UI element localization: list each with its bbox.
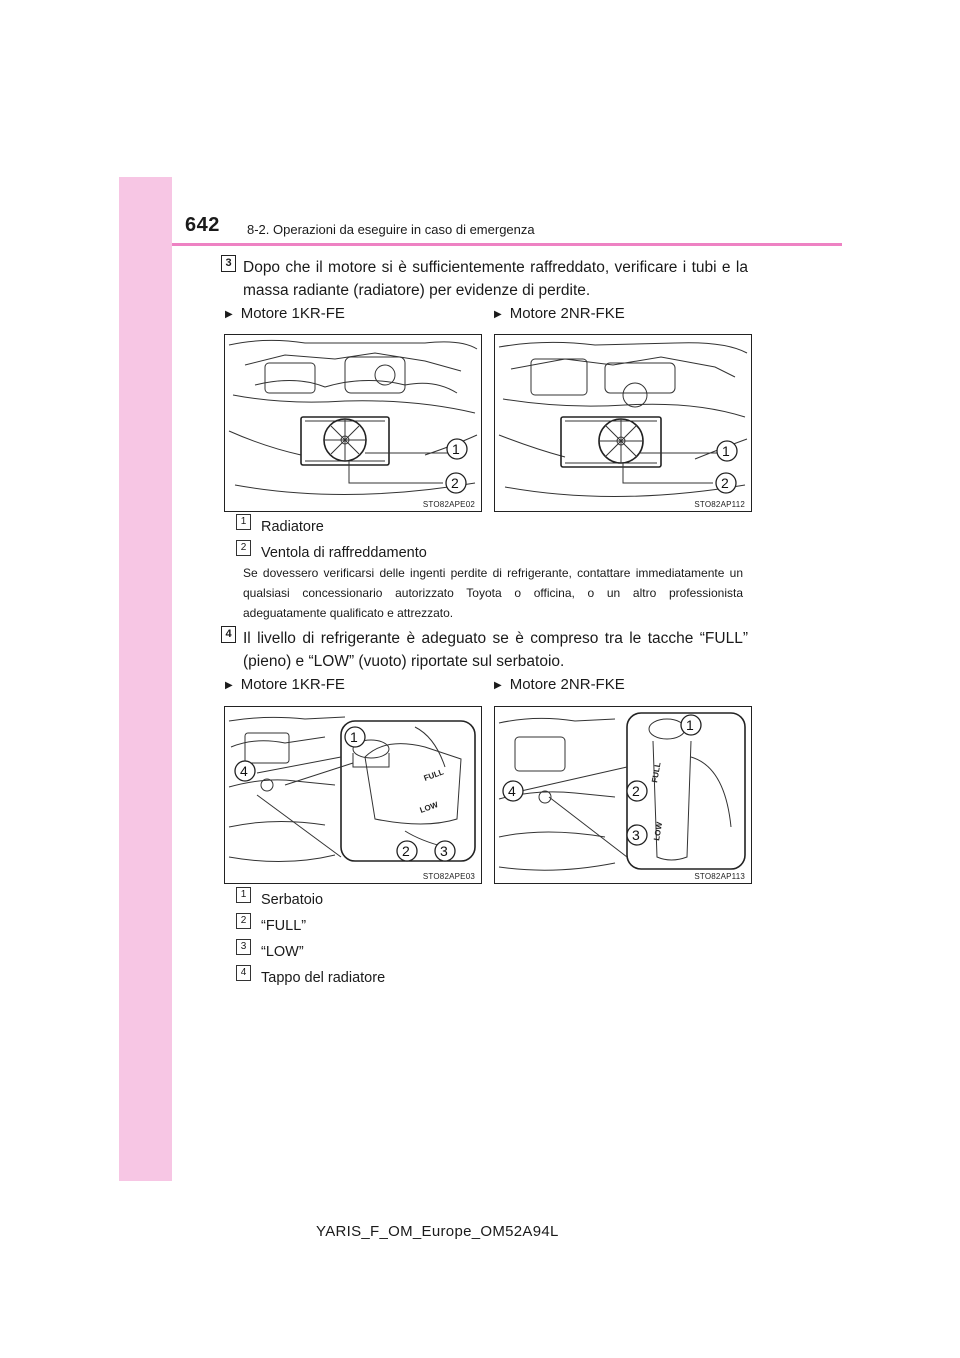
svg-text:3: 3 (440, 843, 448, 859)
svg-text:LOW: LOW (652, 821, 665, 842)
step-number-4: 4 (221, 626, 236, 643)
svg-text:FULL: FULL (650, 761, 663, 784)
radiator-figure-1kr-fe (224, 334, 482, 512)
triangle-bullet-icon: ▶ (225, 309, 233, 320)
coolant-tank-figure-1kr-fe (224, 706, 482, 884)
page-number: 642 (185, 214, 220, 236)
svg-text:2: 2 (632, 783, 640, 799)
svg-text:1: 1 (350, 729, 358, 745)
step-number-3: 3 (221, 255, 236, 272)
figure-code: STO82APE02 (422, 500, 475, 509)
legend-item: 4 Tappo del radiatore (236, 970, 385, 990)
legend-item: 1 Serbatoio (236, 892, 323, 912)
engine-bay-illustration (495, 707, 751, 883)
coolant-tank-figure-2nr-fke (494, 706, 752, 884)
svg-text:1: 1 (452, 441, 460, 457)
svg-text:1: 1 (686, 717, 694, 733)
legend-item: 3 “LOW” (236, 944, 304, 964)
triangle-bullet-icon: ▶ (494, 680, 502, 691)
leak-note: Se dovessero verificarsi delle ingenti perdite di refrigerante, contattare immediatamente un qualsiasi concessionario autorizzato Toyota o officina, o un altro professionista adeguatamente qualificato e attrezzato. (243, 566, 743, 620)
svg-text:LOW: LOW (418, 800, 440, 815)
legend-item: 2 “FULL” (236, 918, 306, 938)
engine-bay-illustration (225, 335, 481, 511)
footer-doc-id: YARIS_F_OM_Europe_OM52A94L (316, 1223, 559, 1240)
legend-item: 1 Radiatore (236, 519, 324, 539)
engine-bay-illustration (495, 335, 751, 511)
figure-code: STO82AP113 (694, 872, 745, 881)
svg-text:FULL: FULL (422, 767, 445, 783)
svg-text:3: 3 (632, 827, 640, 843)
figure-label-2nr-fke-tank: ▶ Motore 2NR-FKE (494, 676, 625, 693)
svg-text:2: 2 (451, 475, 459, 491)
radiator-figure-2nr-fke (494, 334, 752, 512)
step-3-text: Dopo che il motore si è sufficientemente raffreddato, verificare i tubi e la massa radiante (radiatore) per evidenze di perdite. (243, 259, 748, 299)
triangle-bullet-icon: ▶ (225, 680, 233, 691)
step-4-text: Il livello di refrigerante è adeguato se è compreso tra le tacche “FULL” (pieno) e “LOW” (vuoto) riportate sul serbatoio. (243, 630, 748, 670)
figure-label-2nr-fke-radiator: ▶ Motore 2NR-FKE (494, 305, 625, 322)
figure-label-1kr-fe-tank: ▶ Motore 1KR-FE (225, 676, 345, 693)
svg-text:2: 2 (721, 475, 729, 491)
header-rule (172, 243, 842, 246)
legend-item: 2 Ventola di raffreddamento (236, 545, 427, 565)
svg-text:1: 1 (722, 443, 730, 459)
svg-text:4: 4 (240, 763, 248, 779)
section-title: 8-2. Operazioni da eseguire in caso di emergenza (247, 222, 535, 237)
figure-code: STO82APE03 (422, 872, 475, 881)
svg-text:2: 2 (402, 843, 410, 859)
figure-label-1kr-fe-radiator: ▶ Motore 1KR-FE (225, 305, 345, 322)
side-tab-band (119, 177, 172, 1181)
figure-code: STO82AP112 (694, 500, 745, 509)
triangle-bullet-icon: ▶ (494, 309, 502, 320)
svg-text:4: 4 (508, 783, 516, 799)
engine-bay-illustration (225, 707, 481, 883)
